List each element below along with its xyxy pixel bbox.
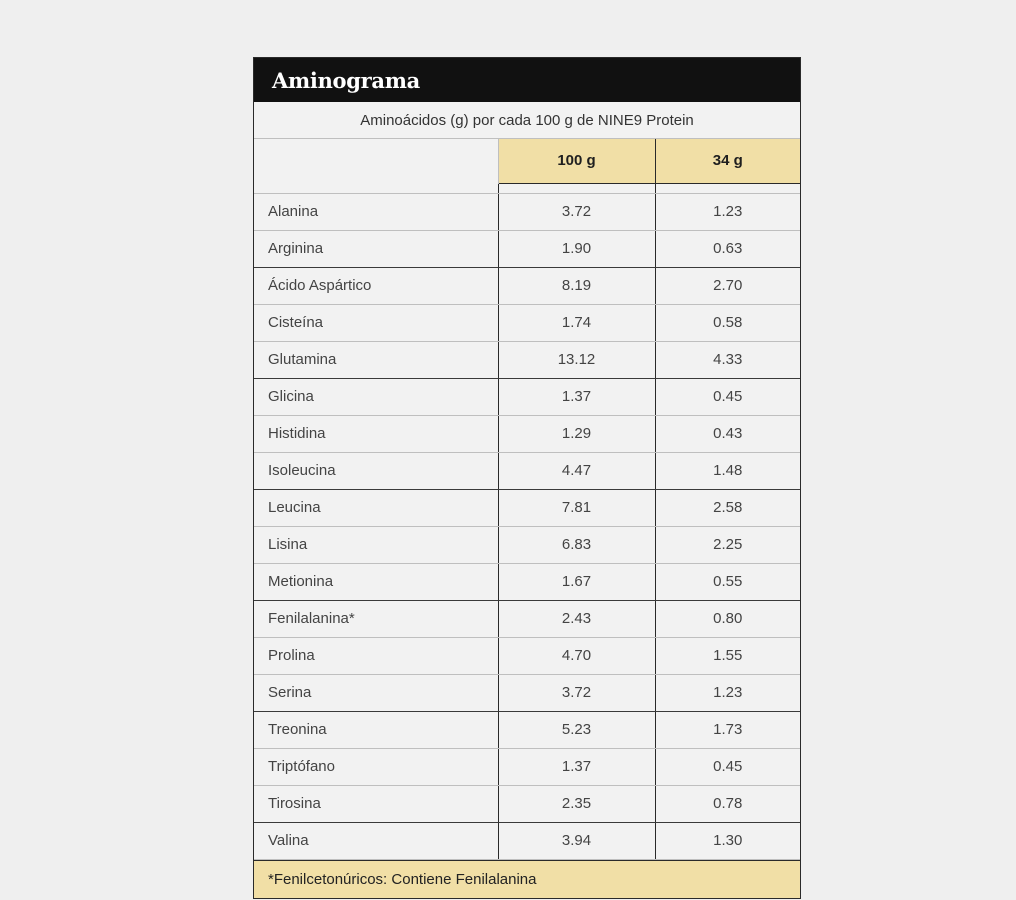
value-100g: 5.23 <box>498 711 655 748</box>
table-row <box>254 230 800 267</box>
value-34g: 4.33 <box>655 341 800 378</box>
amino-acid-name: Alanina <box>254 193 498 230</box>
value-34g: 0.45 <box>655 748 800 785</box>
value-34g: 1.55 <box>655 637 800 674</box>
amino-acid-name: Leucina <box>254 489 498 526</box>
table-row <box>254 489 800 526</box>
header-cell-100g: 100 g <box>498 139 655 183</box>
spacer-cell <box>498 183 655 193</box>
table-row <box>254 304 800 341</box>
value-34g: 0.45 <box>655 378 800 415</box>
amino-acid-name: Glutamina <box>254 341 498 378</box>
table-row <box>254 267 800 304</box>
value-34g: 2.25 <box>655 526 800 563</box>
table-row <box>254 452 800 489</box>
value-34g: 1.30 <box>655 822 800 859</box>
value-100g: 3.72 <box>498 193 655 230</box>
value-100g: 1.67 <box>498 563 655 600</box>
value-100g: 1.37 <box>498 748 655 785</box>
value-34g: 0.43 <box>655 415 800 452</box>
amino-acid-name: Glicina <box>254 378 498 415</box>
amino-acid-name: Treonina <box>254 711 498 748</box>
value-100g: 4.47 <box>498 452 655 489</box>
table-row <box>254 378 800 415</box>
amino-acid-name: Lisina <box>254 526 498 563</box>
table-row <box>254 600 800 637</box>
header-cell-34g: 34 g <box>655 139 800 183</box>
value-100g: 1.37 <box>498 378 655 415</box>
amino-acid-name: Ácido Aspártico <box>254 267 498 304</box>
amino-acid-name: Prolina <box>254 637 498 674</box>
amino-acid-name: Serina <box>254 674 498 711</box>
table-title: Aminograma <box>254 58 800 102</box>
value-34g: 1.23 <box>655 193 800 230</box>
value-34g: 1.48 <box>655 452 800 489</box>
header-row <box>254 139 800 183</box>
value-34g: 0.80 <box>655 600 800 637</box>
amino-acid-name: Fenilalanina* <box>254 600 498 637</box>
value-100g: 1.74 <box>498 304 655 341</box>
amino-acid-name: Arginina <box>254 230 498 267</box>
value-34g: 0.78 <box>655 785 800 822</box>
amino-acid-name: Histidina <box>254 415 498 452</box>
value-100g: 3.94 <box>498 822 655 859</box>
table-row <box>254 526 800 563</box>
value-100g: 3.72 <box>498 674 655 711</box>
amino-acid-name: Isoleucina <box>254 452 498 489</box>
amino-acid-name: Tirosina <box>254 785 498 822</box>
value-100g: 13.12 <box>498 341 655 378</box>
table-row <box>254 341 800 378</box>
table-row <box>254 822 800 859</box>
value-100g: 7.81 <box>498 489 655 526</box>
spacer-row <box>254 183 800 193</box>
amino-acid-name: Cisteína <box>254 304 498 341</box>
value-34g: 0.55 <box>655 563 800 600</box>
footnote: *Fenilcetonúricos: Contiene Fenilalanina <box>254 860 800 898</box>
amino-acid-grid <box>254 139 800 860</box>
value-34g: 2.58 <box>655 489 800 526</box>
table-row <box>254 748 800 785</box>
spacer-cell <box>254 183 498 193</box>
amino-acid-name: Metionina <box>254 563 498 600</box>
table-row <box>254 637 800 674</box>
value-34g: 2.70 <box>655 267 800 304</box>
table-row <box>254 785 800 822</box>
table-subtitle: Aminoácidos (g) por cada 100 g de NINE9 Protein <box>254 102 800 139</box>
value-34g: 1.73 <box>655 711 800 748</box>
aminogram-table <box>253 57 801 899</box>
value-100g: 1.90 <box>498 230 655 267</box>
spacer-cell <box>655 183 800 193</box>
value-34g: 1.23 <box>655 674 800 711</box>
value-100g: 6.83 <box>498 526 655 563</box>
value-100g: 2.43 <box>498 600 655 637</box>
table-row <box>254 674 800 711</box>
table-row <box>254 193 800 230</box>
value-34g: 0.63 <box>655 230 800 267</box>
table-row <box>254 711 800 748</box>
amino-acid-name: Triptófano <box>254 748 498 785</box>
value-100g: 2.35 <box>498 785 655 822</box>
value-100g: 1.29 <box>498 415 655 452</box>
table-row <box>254 563 800 600</box>
value-100g: 4.70 <box>498 637 655 674</box>
value-34g: 0.58 <box>655 304 800 341</box>
table-row <box>254 415 800 452</box>
header-cell-name <box>254 139 498 183</box>
amino-acid-name: Valina <box>254 822 498 859</box>
value-100g: 8.19 <box>498 267 655 304</box>
